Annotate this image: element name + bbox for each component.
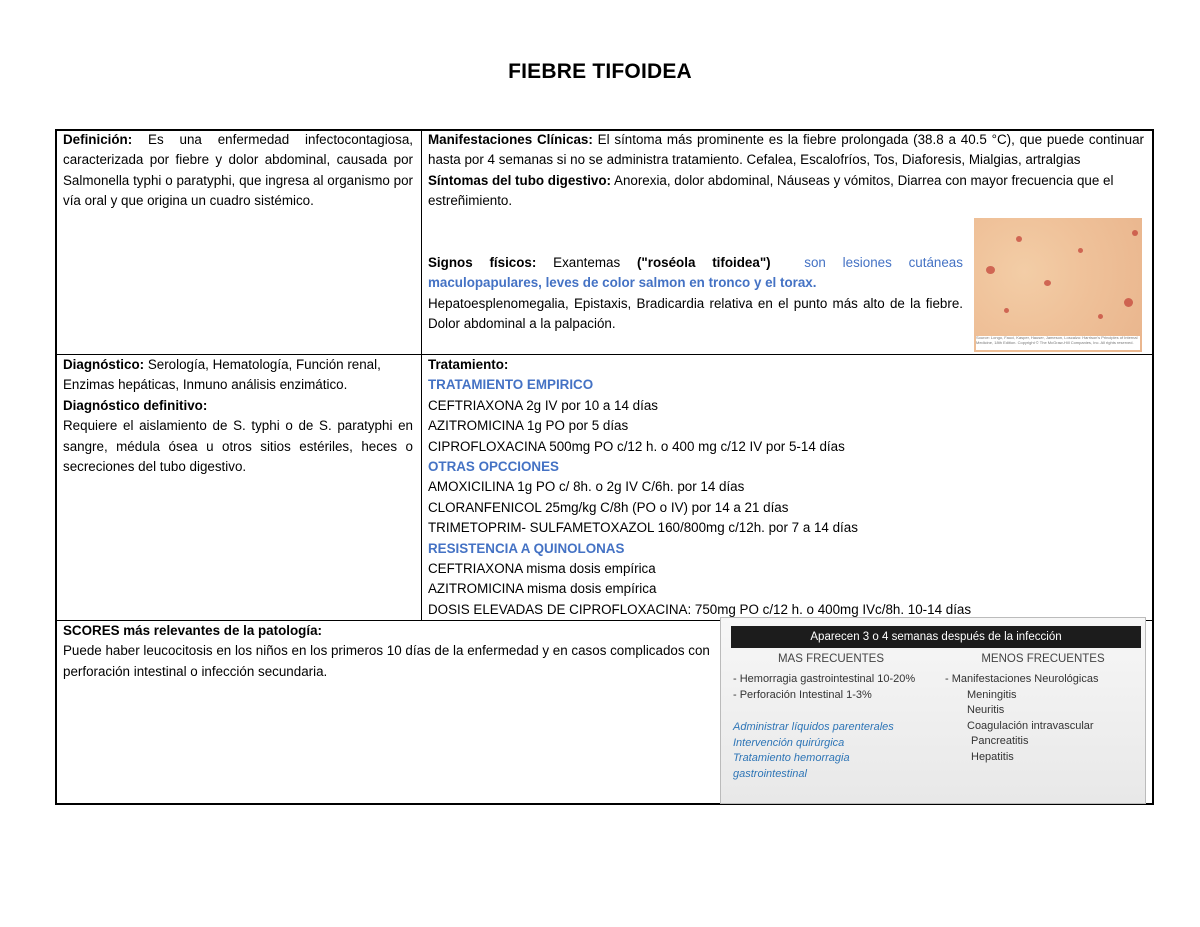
complication-treatment: Tratamiento hemorragia [733, 752, 850, 764]
treatment-item: CLORANFENICOL 25mg/kg C/8h (PO o IV) por 14 a 21 días [428, 499, 789, 515]
complication-treatment: Administrar líquidos parenterales [733, 721, 894, 733]
scores-label: SCORES más relevantes de la patología: [63, 623, 322, 638]
definicion-text: Es una enfermedad infectocontagiosa, caracterizada por fiebre y dolor abdominal, causada por Salmonella typhi o paratyphi, que ingresa al organismo por vía oral y que origina un cuadro sistémico. [63, 132, 413, 209]
manifestaciones-text: El síntoma más prominente es la fiebre prolongada (38.8 a 40.5 °C), que puede continuar hasta por 4 semanas si no se administra tratamiento. Cefalea, Escalofríos, Tos, Diaforesis, Mialgias, artralgias [428, 132, 1144, 168]
complications-image [720, 617, 1146, 804]
signos-more-text: Hepatoesplenomegalia, Epistaxis, Bradicardia relativa en el punto más alto de la fiebre. Dolor abdominal a la palpación. [428, 295, 963, 332]
complication-treatment: gastrointestinal [733, 767, 807, 780]
treatment-item: AMOXICILINA 1g PO c/ 8h. o 2g IV C/6h. por 14 días [428, 479, 745, 495]
treatment-section-heading: OTRAS OPCCIONES [428, 459, 559, 475]
treatment-section-heading: TRATAMIENTO EMPIRICO [428, 377, 594, 393]
diagnostico-cell [63, 355, 413, 477]
rash-spot [1098, 314, 1103, 319]
scores-cell [63, 621, 713, 682]
roseola-rash-image [974, 218, 1142, 352]
mas-frecuentes-list [733, 672, 943, 703]
tratamiento-cell [428, 355, 1144, 620]
treatment-item: TRIMETOPRIM- SULFAMETOXAZOL 160/800mg c/12h. por 7 a 14 días [428, 520, 858, 536]
rash-spot [1132, 230, 1138, 236]
treatment-item: CEFTRIAXONA misma dosis empírica [428, 561, 656, 577]
tratamiento-label: Tratamiento: [428, 357, 509, 372]
rash-spot [986, 266, 995, 274]
complication-item: Coagulación intravascular [967, 719, 1094, 732]
complication-item: Neuritis [967, 704, 1005, 716]
definicion-cell [63, 130, 413, 212]
signos-blue-text: son lesiones cutáneas [804, 255, 963, 270]
signos-cell [428, 253, 963, 335]
digestivo-label: Síntomas del tubo digestivo: [428, 172, 612, 188]
signos-text: Exantemas [553, 255, 621, 270]
treatment-section-heading: RESISTENCIA A QUINOLONAS [428, 540, 625, 556]
rash-spot [1078, 248, 1083, 253]
complication-item: - Perforación Intestinal 1-3% [733, 688, 872, 701]
complication-item: - Manifestaciones Neurológicas [945, 673, 1099, 685]
treatment-item: DOSIS ELEVADAS DE CIPROFLOXACINA: 750mg PO c/12 h. o 400mg IVc/8h. 10-14 días [428, 601, 972, 617]
digestivo-text: Anorexia, dolor abdominal, Náuseas y vómitos, Diarrea con mayor frecuencia que el estreñimiento. [428, 172, 1114, 209]
rash-spot [1004, 308, 1009, 313]
diagnostico-definitivo-label: Diagnóstico definitivo: [63, 397, 208, 413]
definicion-label: Definición: [63, 132, 133, 147]
rash-spot [1044, 280, 1051, 286]
complication-item: Pancreatitis [971, 735, 1029, 747]
col-mas-frecuentes: MAS FRECUENTES [777, 653, 885, 665]
page-title: FIEBRE TIFOIDEA [508, 60, 692, 83]
roseola-text: ("roséola tifoidea") [636, 255, 771, 270]
col-menos-frecuentes: MENOS FRECUENTES [981, 653, 1105, 665]
complication-item: Hepatitis [971, 750, 1014, 763]
treatment-item: CEFTRIAXONA 2g IV por 10 a 14 días [428, 397, 658, 413]
diagnostico-text: Serología, Hematología, Función renal, Enzimas hepáticas, Inmuno análisis enzimático. [63, 357, 381, 393]
diagnostico-definitivo-text: Requiere el aislamiento de S. typhi o de S. paratyphi en sangre, médula ósea u otros sitios estériles, heces o secreciones del tubo digestivo. [63, 418, 413, 475]
manifestaciones-cell [428, 130, 1144, 212]
complication-item: Meningitis [967, 688, 1017, 701]
mas-tratamiento-list [733, 720, 943, 782]
rash-image-caption: Source: Longo, Fauci, Kasper, Hauser, Jameson, Loscalzo: Harrison's Principles of Internal Medicine, 18th Edition. Copyright © The McGraw-Hill Companies, Inc. All rights reserved. [976, 336, 1140, 350]
rash-spot [1124, 298, 1133, 307]
menos-frecuentes-list [945, 672, 1141, 765]
treatment-item: CIPROFLOXACINA 500mg PO c/12 h. o 400 mg c/12 IV por 5-14 días [428, 438, 845, 454]
treatment-item: AZITROMICINA 1g PO por 5 días [428, 418, 629, 434]
complication-item: - Hemorragia gastrointestinal 10-20% [733, 673, 916, 685]
rash-spot [1016, 236, 1022, 242]
diagnostico-label: Diagnóstico: [63, 357, 145, 372]
manifestaciones-label: Manifestaciones Clínicas: [428, 132, 593, 147]
complication-treatment: Intervención quirúrgica [733, 736, 845, 749]
complications-header: Aparecen 3 o 4 semanas después de la infección [731, 626, 1141, 648]
scores-text: Puede haber leucocitosis en los niños en los primeros 10 días de la enfermedad y en casos complicados con perforación intestinal o infección secundaria. [63, 643, 710, 679]
treatment-item: AZITROMICINA misma dosis empírica [428, 581, 657, 597]
signos-blue-bold-text: maculopapulares, leves de color salmon en tronco y el torax. [428, 275, 817, 291]
column-divider [421, 130, 422, 620]
signos-label: Signos físicos: [428, 255, 537, 270]
